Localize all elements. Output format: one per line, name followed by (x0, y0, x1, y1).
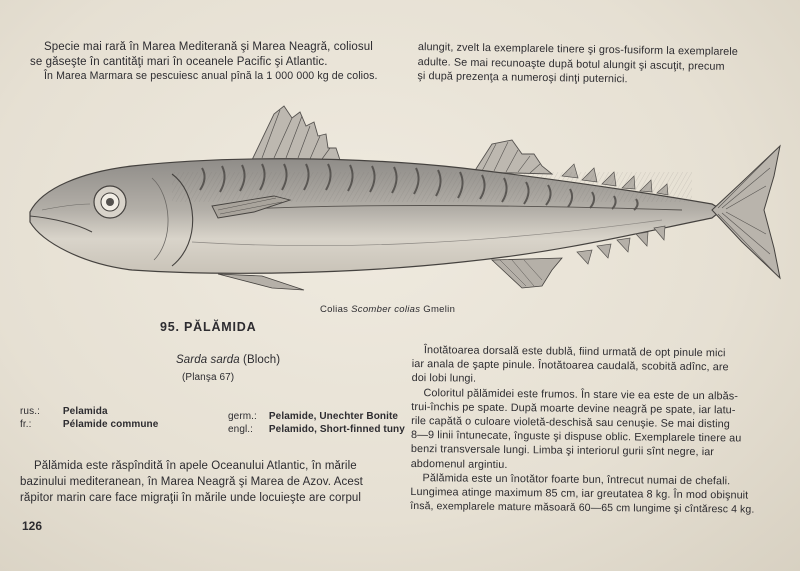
germ-value: Pelamide, Unechter Bonite (268, 411, 399, 422)
mackerel-drawing (22, 92, 792, 297)
text-line: se găseşte în cantităţi mari în oceanele Pacific şi Atlantic. (30, 55, 328, 68)
text-line: Coloritul pălămidei este frumos. În stare vie ea este de un albăs- (423, 386, 739, 403)
rus-value: Pelamida (62, 406, 108, 417)
text-line: Pălămida este un înotător foarte bun, întrecut numai de chefali. (422, 471, 731, 488)
top-left-paragraph (30, 40, 400, 84)
fish-eye (94, 186, 126, 218)
figure-caption (320, 304, 455, 315)
text-line: Pălămida este răspîndită în apele Oceanului Atlantic, în mările (34, 460, 357, 472)
text-line: 8—9 linii întunecate, înguste şi dispuse oblic. Exemplarele tinere au (410, 429, 742, 445)
text-line: În Marea Marmara se pescuiesc anual pînă la 1 000 000 kg de colios. (44, 70, 378, 82)
caption-author: Gmelin (423, 304, 456, 315)
text-line: Lungimea atinge maximum 85 cm, iar greutatea 8 kg. În mod obişnuit (410, 486, 749, 502)
rus-label: rus.: (20, 406, 40, 417)
text-line: abdomenul argintiu. (410, 457, 508, 471)
text-line: răpitor marin care face migraţii în mările unde locuieşte are corpul (20, 492, 362, 504)
fish-illustration (22, 92, 792, 297)
text-line: iar anala de şapte pinule. Înotătoarea caudală, scobită adînc, are (411, 358, 729, 374)
caption-prefix: Colias (320, 304, 349, 315)
engl-label: engl.: (228, 424, 254, 435)
engl-value: Pelamido, Short-finned tuny (268, 424, 405, 435)
text-line: Înotătoarea dorsală este dublă, fiind urmată de opt pinule mici (423, 344, 726, 360)
plate-reference: (Planşa 67) (182, 372, 235, 383)
second-dorsal-fin (474, 140, 552, 174)
scientific-name-line (176, 353, 280, 368)
left-body-paragraph (20, 458, 400, 506)
scientific-author: (Bloch) (243, 354, 281, 366)
text-line: Specie mai rară în Marea Mediterană şi Marea Neagră, coliosul (44, 41, 373, 53)
text-line: alungit, zvelt la exemplarele tinere şi gros-fusiform la exemplarele (417, 40, 738, 59)
caption-species: Scomber colias (351, 304, 421, 315)
right-body-paragraph (410, 343, 792, 517)
page-number: 126 (22, 519, 43, 533)
text-line: rile capătă o culoare violetă-deschisă sau cenuşie. Se mai disting (411, 415, 730, 431)
text-line: doi lobi lungi. (411, 372, 477, 386)
text-line: bazinului mediteranean, în Marea Neagră şi Marea de Azov. Acest (20, 476, 363, 488)
caudal-fin (712, 146, 780, 278)
scientific-name: Sarda sarda (176, 354, 240, 366)
ventral-fin (218, 274, 304, 290)
fr-label: fr.: (20, 419, 32, 430)
text-line: benzi transversale lungi. Limba şi interiorul gurii sînt negre, iar (410, 443, 715, 459)
name-engl (228, 423, 405, 438)
text-line: adulte. Se mai recunoaşte după botul alungit şi ascuţit, precum (417, 55, 725, 73)
text-line: şi după prezenţa a numeroşi dinţi puternici. (417, 69, 628, 86)
germ-label: germ.: (228, 411, 257, 422)
fr-value: Pélamide commune (62, 419, 159, 430)
text-line: însă, exemplarele mature măsoară 60—65 cm lungime şi cîntăresc 4 kg. (410, 500, 755, 516)
top-right-paragraph (417, 40, 793, 89)
text-line: trui-închis pe spate. După moarte devine neagră pe spate, iar latu- (411, 400, 736, 417)
entry-title: 95. PĂLĂMIDA (160, 320, 257, 334)
name-fr (20, 418, 158, 433)
